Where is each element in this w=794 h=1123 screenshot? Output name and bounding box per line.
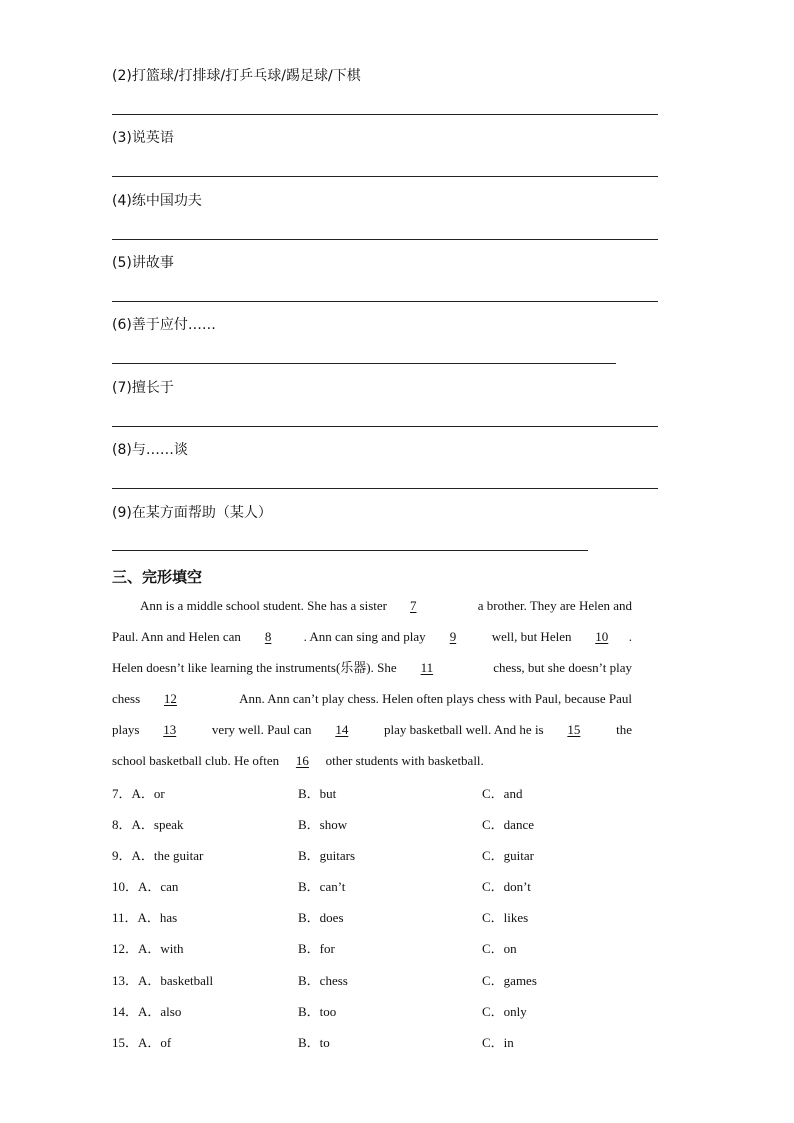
question-8 (112, 815, 652, 835)
passage-text: Paul. Ann and Helen can (112, 629, 245, 644)
prompt-7: (7)擅长于 (112, 380, 174, 396)
passage-text: Helen doesn’t like learning the instruments(乐器). She (112, 660, 400, 675)
prompt-2: (2)打篮球/打排球/打乒乓球/踢足球/下棋 (112, 68, 361, 84)
blank-7[interactable]: 7 (409, 598, 417, 613)
passage-text: a brother. They are Helen and (474, 598, 632, 613)
section-title: 三、完形填空 (112, 568, 203, 586)
question-15-option-a[interactable]: 15．A．of (112, 1035, 172, 1050)
question-13-option-b[interactable]: B．chess (298, 973, 348, 988)
passage-text: other students with basketball. (322, 753, 484, 768)
question-10-option-b[interactable]: B．can’t (298, 879, 346, 894)
question-11 (112, 908, 652, 928)
passage-text: Ann. Ann can’t play chess. Helen often plays chess with Paul, because Paul (236, 691, 632, 706)
prompt-3: (3)说英语 (112, 130, 174, 146)
question-15-option-c[interactable]: C．in (482, 1035, 514, 1050)
question-11-option-a[interactable]: 11．A．has (112, 910, 178, 925)
answer-line-3[interactable] (112, 176, 658, 177)
question-7 (112, 784, 652, 804)
question-10-option-c[interactable]: C．don’t (482, 879, 531, 894)
answer-line-9[interactable] (112, 550, 588, 551)
prompt-5: (5)讲故事 (112, 255, 174, 271)
passage-line-6 (112, 751, 484, 771)
passage-line-3 (112, 658, 632, 678)
passage-text: . (628, 629, 632, 644)
passage-text: the (612, 722, 632, 737)
question-10 (112, 877, 652, 897)
blank-15[interactable]: 15 (567, 722, 581, 737)
blank-8[interactable]: 8 (264, 629, 272, 644)
passage-line-4 (112, 689, 632, 709)
passage-line-5 (112, 720, 632, 740)
question-8-option-a[interactable]: 8．A．speak (112, 817, 184, 832)
blank-12[interactable]: 12 (163, 691, 177, 706)
blank-16[interactable]: 16 (295, 753, 309, 768)
prompt-9: (9)在某方面帮助（某人） (112, 505, 272, 521)
question-9-option-c[interactable]: C．guitar (482, 848, 534, 863)
answer-line-5[interactable] (112, 301, 658, 302)
question-7-option-a[interactable]: 7．A．or (112, 786, 165, 801)
question-14-option-a[interactable]: 14．A．also (112, 1004, 182, 1019)
question-13-option-a[interactable]: 13．A．basketball (112, 973, 214, 988)
question-7-option-c[interactable]: C．and (482, 786, 523, 801)
answer-line-7[interactable] (112, 426, 658, 427)
question-15-option-b[interactable]: B．to (298, 1035, 330, 1050)
answer-line-8[interactable] (112, 488, 658, 489)
question-11-option-b[interactable]: B．does (298, 910, 344, 925)
blank-13[interactable]: 13 (163, 722, 177, 737)
question-9-option-a[interactable]: 9．A．the guitar (112, 848, 204, 863)
passage-line-2 (112, 627, 632, 647)
passage-text: chess (112, 691, 144, 706)
question-7-option-b[interactable]: B．but (298, 786, 337, 801)
blank-14[interactable]: 14 (335, 722, 349, 737)
blank-9[interactable]: 9 (449, 629, 457, 644)
passage-text: chess, but she doesn’t play (489, 660, 632, 675)
question-15 (112, 1033, 652, 1053)
question-9-option-b[interactable]: B．guitars (298, 848, 356, 863)
passage-text: Ann is a middle school student. She has a sister (140, 598, 391, 613)
prompt-6: (6)善于应付…… (112, 317, 216, 333)
question-14 (112, 1002, 652, 1022)
passage-text: play basketball well. And he is (380, 722, 547, 737)
passage-text: well, but Helen (488, 629, 575, 644)
question-10-option-a[interactable]: 10．A．can (112, 879, 179, 894)
answer-line-2[interactable] (112, 114, 658, 115)
question-12-option-b[interactable]: B．for (298, 941, 335, 956)
question-12 (112, 939, 652, 959)
passage-text: . Ann can sing and play (303, 629, 429, 644)
question-11-option-c[interactable]: C．likes (482, 910, 529, 925)
question-8-option-c[interactable]: C．dance (482, 817, 534, 832)
passage-text: school basketball club. He often (112, 753, 283, 768)
question-13-option-c[interactable]: C．games (482, 973, 537, 988)
question-12-option-c[interactable]: C．on (482, 941, 517, 956)
question-14-option-b[interactable]: B．too (298, 1004, 337, 1019)
question-14-option-c[interactable]: C．only (482, 1004, 527, 1019)
passage-line-1 (112, 596, 632, 616)
passage-text: very well. Paul can (208, 722, 315, 737)
blank-10[interactable]: 10 (595, 629, 609, 644)
question-12-option-a[interactable]: 12．A．with (112, 941, 184, 956)
prompt-4: (4)练中国功夫 (112, 193, 202, 209)
answer-line-4[interactable] (112, 239, 658, 240)
question-13 (112, 971, 652, 991)
question-8-option-b[interactable]: B．show (298, 817, 348, 832)
answer-line-6[interactable] (112, 363, 616, 364)
passage-text: plays (112, 722, 143, 737)
prompt-8: (8)与……谈 (112, 442, 188, 458)
blank-11[interactable]: 11 (420, 660, 434, 675)
question-9 (112, 846, 652, 866)
